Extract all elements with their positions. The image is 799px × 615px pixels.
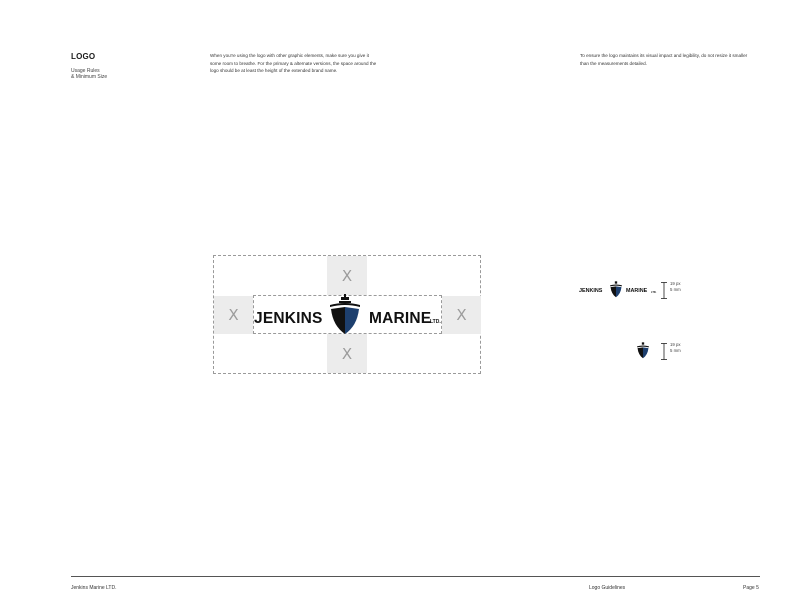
height-measure-icon [661, 282, 667, 299]
footer-page-number: Page 5 [743, 585, 759, 591]
clearspace-x-right: X [442, 296, 481, 334]
ship-emblem-icon [327, 293, 363, 335]
mini-logo-wordmark-right: MARINE [626, 288, 648, 294]
clearspace-x-top: X [327, 256, 367, 295]
clearspace-x-left: X [214, 296, 253, 334]
clearspace-description: When you're using the logo with other graphic elements, make sure you give it some room to breathe. For the primary & alternate versions, the space around the logo should be at least the height of the extended brand name. [210, 53, 377, 74]
full-logo-min-size-label [670, 281, 681, 293]
icon-only-ship-emblem-icon [636, 342, 650, 359]
full-logo-min-px: 19 px [670, 281, 681, 286]
mini-logo-wordmark-suffix: LTD. [651, 291, 657, 294]
icon-min-px: 19 px [670, 342, 681, 347]
icon-min-size-label [670, 342, 681, 354]
mini-ship-emblem-icon [609, 281, 623, 298]
subtitle-line-2: & Minimum Size [71, 74, 108, 80]
footer-document-title: Logo Guidelines [589, 585, 626, 591]
section-subtitle [71, 68, 151, 80]
logo-wordmark-right: MARINE [369, 310, 432, 327]
height-measure-icon [661, 343, 667, 360]
subtitle-line-1: Usage Rules [71, 68, 100, 74]
full-logo-min-mm: 5 mm [670, 287, 681, 292]
footer-company: Jenkins Marine LTD. [71, 585, 117, 591]
logo-wordmark-left: JENKINS [254, 310, 323, 327]
section-title: LOGO [71, 52, 96, 61]
footer-divider [71, 576, 760, 577]
logo-wordmark-suffix: LTD. [430, 319, 441, 325]
clearspace-x-bottom: X [327, 334, 367, 373]
mini-logo-wordmark-left: JENKINS [579, 288, 603, 294]
icon-min-mm: 5 mm [670, 348, 681, 353]
minimum-size-description: To ensure the logo maintains its visual impact and legibility, do not resize it smaller than the measurements detailed. [580, 53, 748, 66]
